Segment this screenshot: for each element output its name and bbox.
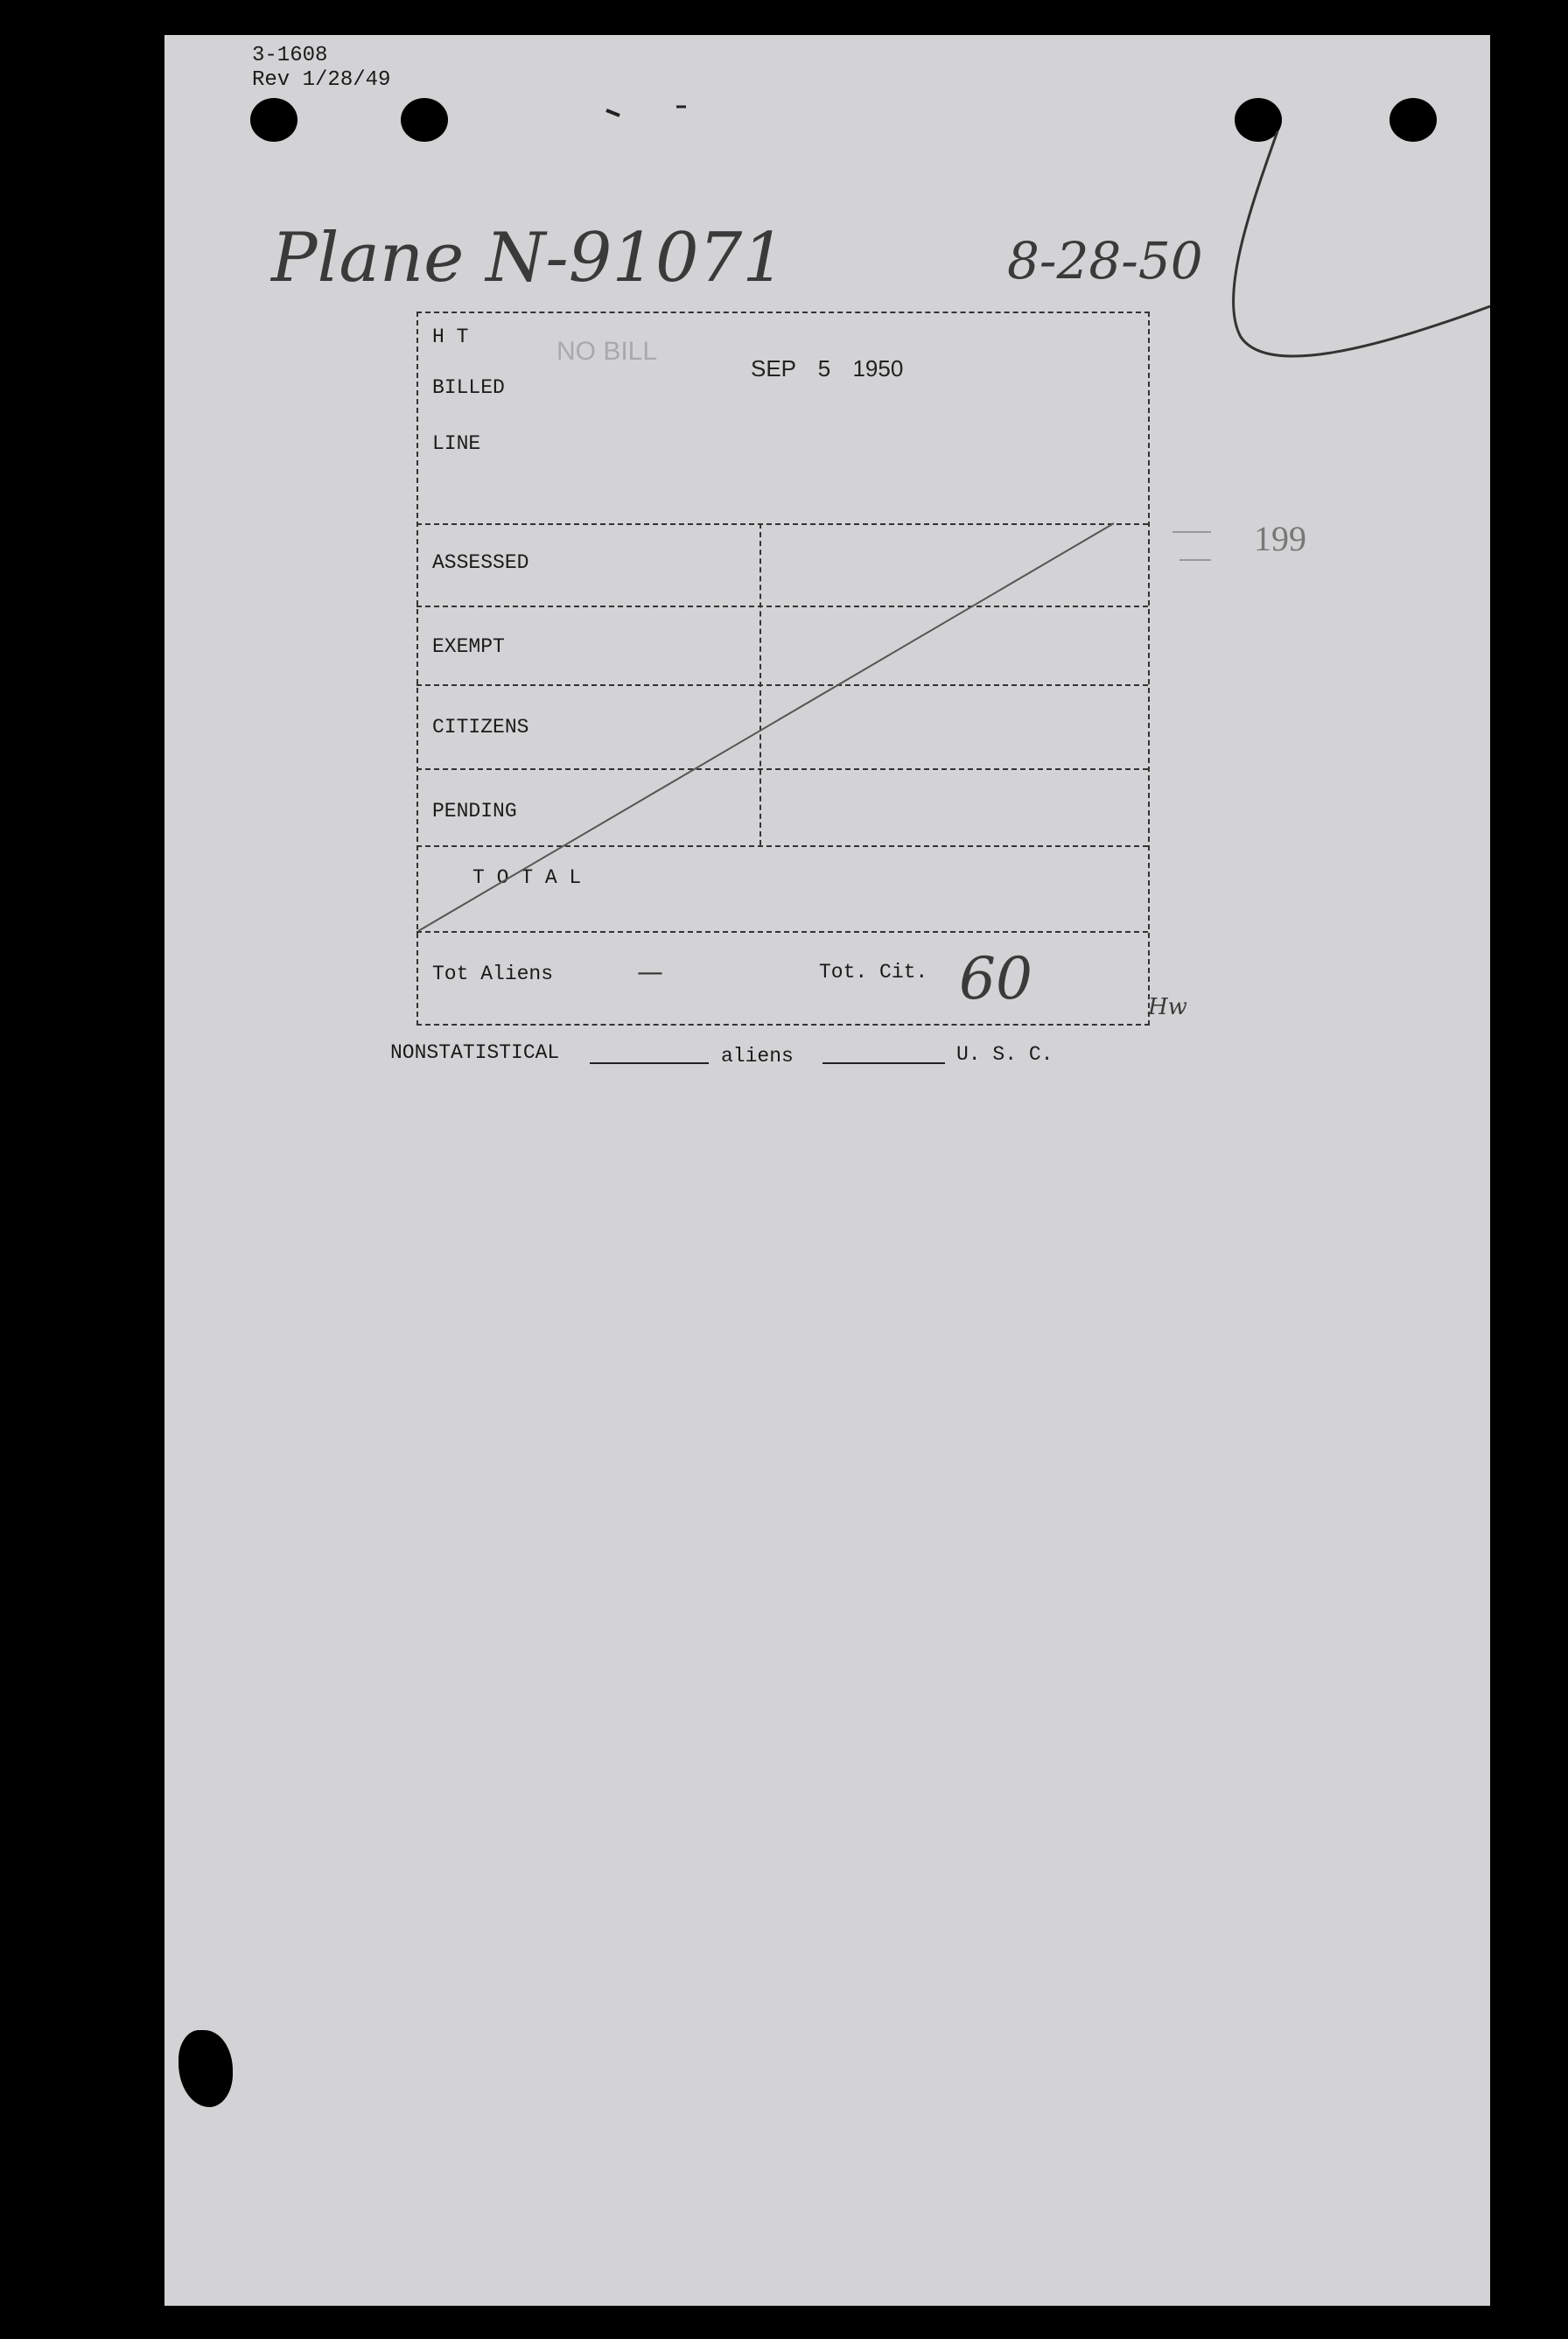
label-citizens: CITIZENS	[432, 716, 529, 739]
label-nonstatistical: NONSTATISTICAL	[390, 1041, 560, 1064]
label-total: T O T A L	[472, 866, 582, 889]
no-bill-stamp: NO BILL	[556, 337, 658, 366]
label-ht: H T	[432, 326, 469, 348]
label-tot-cit: Tot. Cit.	[819, 961, 928, 984]
margin-bracket-stroke	[1233, 131, 1490, 356]
handwritten-tot-cit-value: 60	[959, 945, 1032, 1012]
form-number: 3-1608	[252, 44, 328, 67]
form-revision: Rev 1/28/49	[252, 68, 391, 92]
label-billed: BILLED	[432, 376, 505, 399]
handwritten-plane-number: Plane N-91071	[271, 219, 786, 298]
document-page	[164, 35, 1490, 2306]
label-usc: U. S. C.	[956, 1043, 1054, 1066]
label-tot-aliens: Tot Aliens	[432, 963, 554, 985]
top-mark	[606, 110, 620, 116]
label-exempt: EXEMPT	[432, 635, 505, 658]
tot-aliens-value: —	[637, 957, 663, 988]
label-pending: PENDING	[432, 800, 517, 823]
label-assessed: ASSESSED	[432, 551, 529, 574]
date-received-stamp: SEP 5 1950	[751, 355, 904, 382]
label-line: LINE	[432, 432, 481, 455]
pen-strokes	[164, 35, 1490, 2306]
diagonal-cancel-line	[418, 523, 1114, 931]
label-aliens: aliens	[721, 1045, 794, 1068]
page-number-stamp: 199	[1254, 519, 1306, 558]
handwritten-initials: Hw	[1148, 994, 1187, 1020]
handwritten-date: 8-28-50	[1007, 231, 1203, 291]
